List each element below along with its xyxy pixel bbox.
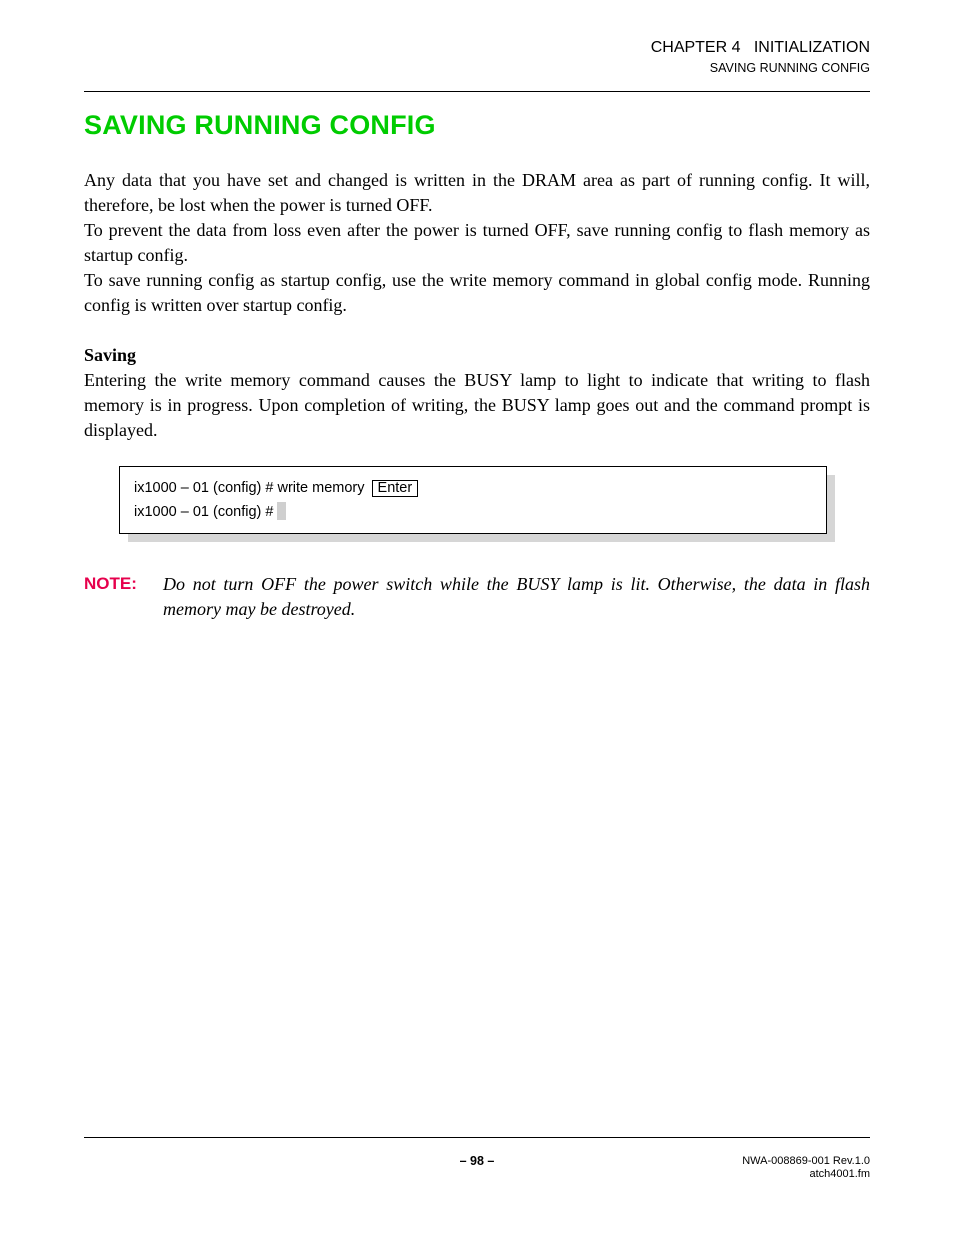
note-text: Do not turn OFF the power switch while the BUSY lamp is lit. Otherwise, the data in flash memory may be destroyed.: [163, 574, 870, 619]
page-number: – 98 –: [459, 1154, 495, 1168]
document-revision: NWA-008869-001 Rev.1.0: [742, 1155, 870, 1167]
intro-paragraph: To save running config as startup config, use the write memory command in global config mode. Running config is written over startup config.: [84, 270, 870, 315]
document-id: [742, 1155, 870, 1181]
intro-paragraph: To prevent the data from loss even after the power is turned OFF, save running config to flash memory as startup config.: [84, 220, 870, 265]
enter-key-icon: Enter: [372, 480, 419, 497]
header-chapter: CHAPTER 4 INITIALIZATION: [650, 39, 870, 56]
command-text: ix1000 – 01 (config) # write memory: [134, 480, 365, 496]
intro-text: [84, 168, 870, 318]
header-section: SAVING RUNNING CONFIG: [709, 61, 870, 75]
document-file-name: atch4001.fm: [809, 1168, 870, 1180]
footer-divider: [84, 1137, 870, 1138]
saving-paragraph: Entering the write memory command causes the BUSY lamp to light to indicate that writing to flash memory is in progress. Upon completion of writing, the BUSY lamp goes out and the command prompt is displayed.: [84, 370, 870, 440]
note-label: NOTE:: [84, 574, 137, 593]
header-divider: [84, 91, 870, 92]
page-title: SAVING RUNNING CONFIG: [84, 110, 436, 140]
command-line-2: [134, 502, 286, 520]
cursor-icon: [277, 502, 286, 520]
intro-paragraph: Any data that you have set and changed is written in the DRAM area as part of running config. It will, therefore, be lost when the power is turned OFF.: [84, 170, 870, 215]
saving-heading: Saving: [84, 345, 137, 365]
command-prompt: ix1000 – 01 (config) #: [134, 504, 274, 520]
command-line-1: [134, 480, 418, 497]
command-example-box: [119, 466, 827, 534]
